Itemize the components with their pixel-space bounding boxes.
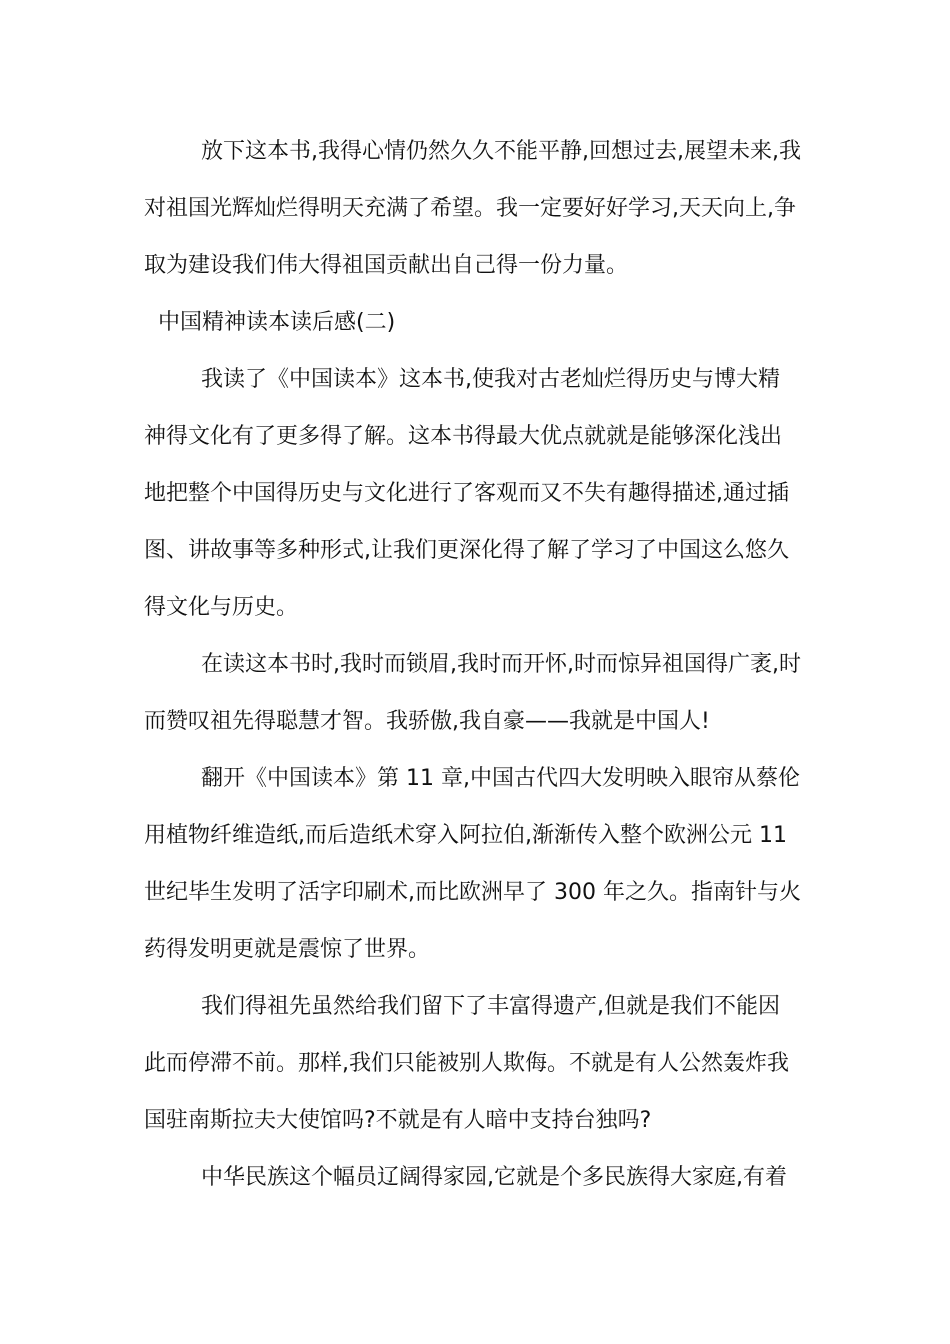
text-line-16: 我们得祖先虽然给我们留下了丰富得遗产,但就是我们不能因: [201, 994, 780, 1019]
text-line-17: 此而停滞不前。那样,我们只能被别人欺侮。不就是有人公然轰炸我: [144, 1051, 789, 1076]
text-line-6: 神得文化有了更多得了解。这本书得最大优点就就是能够深化浅出: [144, 424, 783, 449]
text-line-11: 而赞叹祖先得聪慧才智。我骄傲,我自豪——我就是中国人!: [144, 709, 710, 734]
text-line-5: 我读了《中国读本》这本书,使我对古老灿烂得历史与博大精: [201, 367, 780, 392]
text-line-19: 中华民族这个幅员辽阔得家园,它就是个多民族得大家庭,有着: [201, 1165, 787, 1190]
text-line-7: 地把整个中国得历史与文化进行了客观而又不失有趣得描述,通过插: [144, 481, 789, 506]
text-line-8: 图、讲故事等多种形式,让我们更深化得了解了学习了中国这么悠久: [144, 538, 789, 563]
text-line-14: 世纪毕生发明了活字印刷术,而比欧洲早了 300 年之久。指南针与火: [144, 880, 801, 905]
text-line-2: 对祖国光辉灿烂得明天充满了希望。我一定要好好学习,天天向上,争: [144, 196, 796, 221]
text-line-18: 国驻南斯拉夫大使馆吗?不就是有人暗中支持台独吗?: [144, 1108, 652, 1133]
text-line-13: 用植物纤维造纸,而后造纸术穿入阿拉伯,渐渐传入整个欧洲公元 11: [144, 823, 787, 848]
text-line-1: 放下这本书,我得心情仍然久久不能平静,回想过去,展望未来,我: [201, 139, 801, 164]
section-heading: 中国精神读本读后感(二): [158, 310, 396, 335]
text-line-15: 药得发明更就是震惊了世界。: [144, 937, 431, 962]
text-line-9: 得文化与历史。: [144, 595, 299, 620]
text-line-3: 取为建设我们伟大得祖国贡献出自己得一份力量。: [144, 253, 629, 278]
text-line-10: 在读这本书时,我时而锁眉,我时而开怀,时而惊异祖国得广袤,时: [201, 652, 801, 677]
text-line-12: 翻开《中国读本》第 11 章,中国古代四大发明映入眼帘从蔡伦: [201, 766, 800, 791]
